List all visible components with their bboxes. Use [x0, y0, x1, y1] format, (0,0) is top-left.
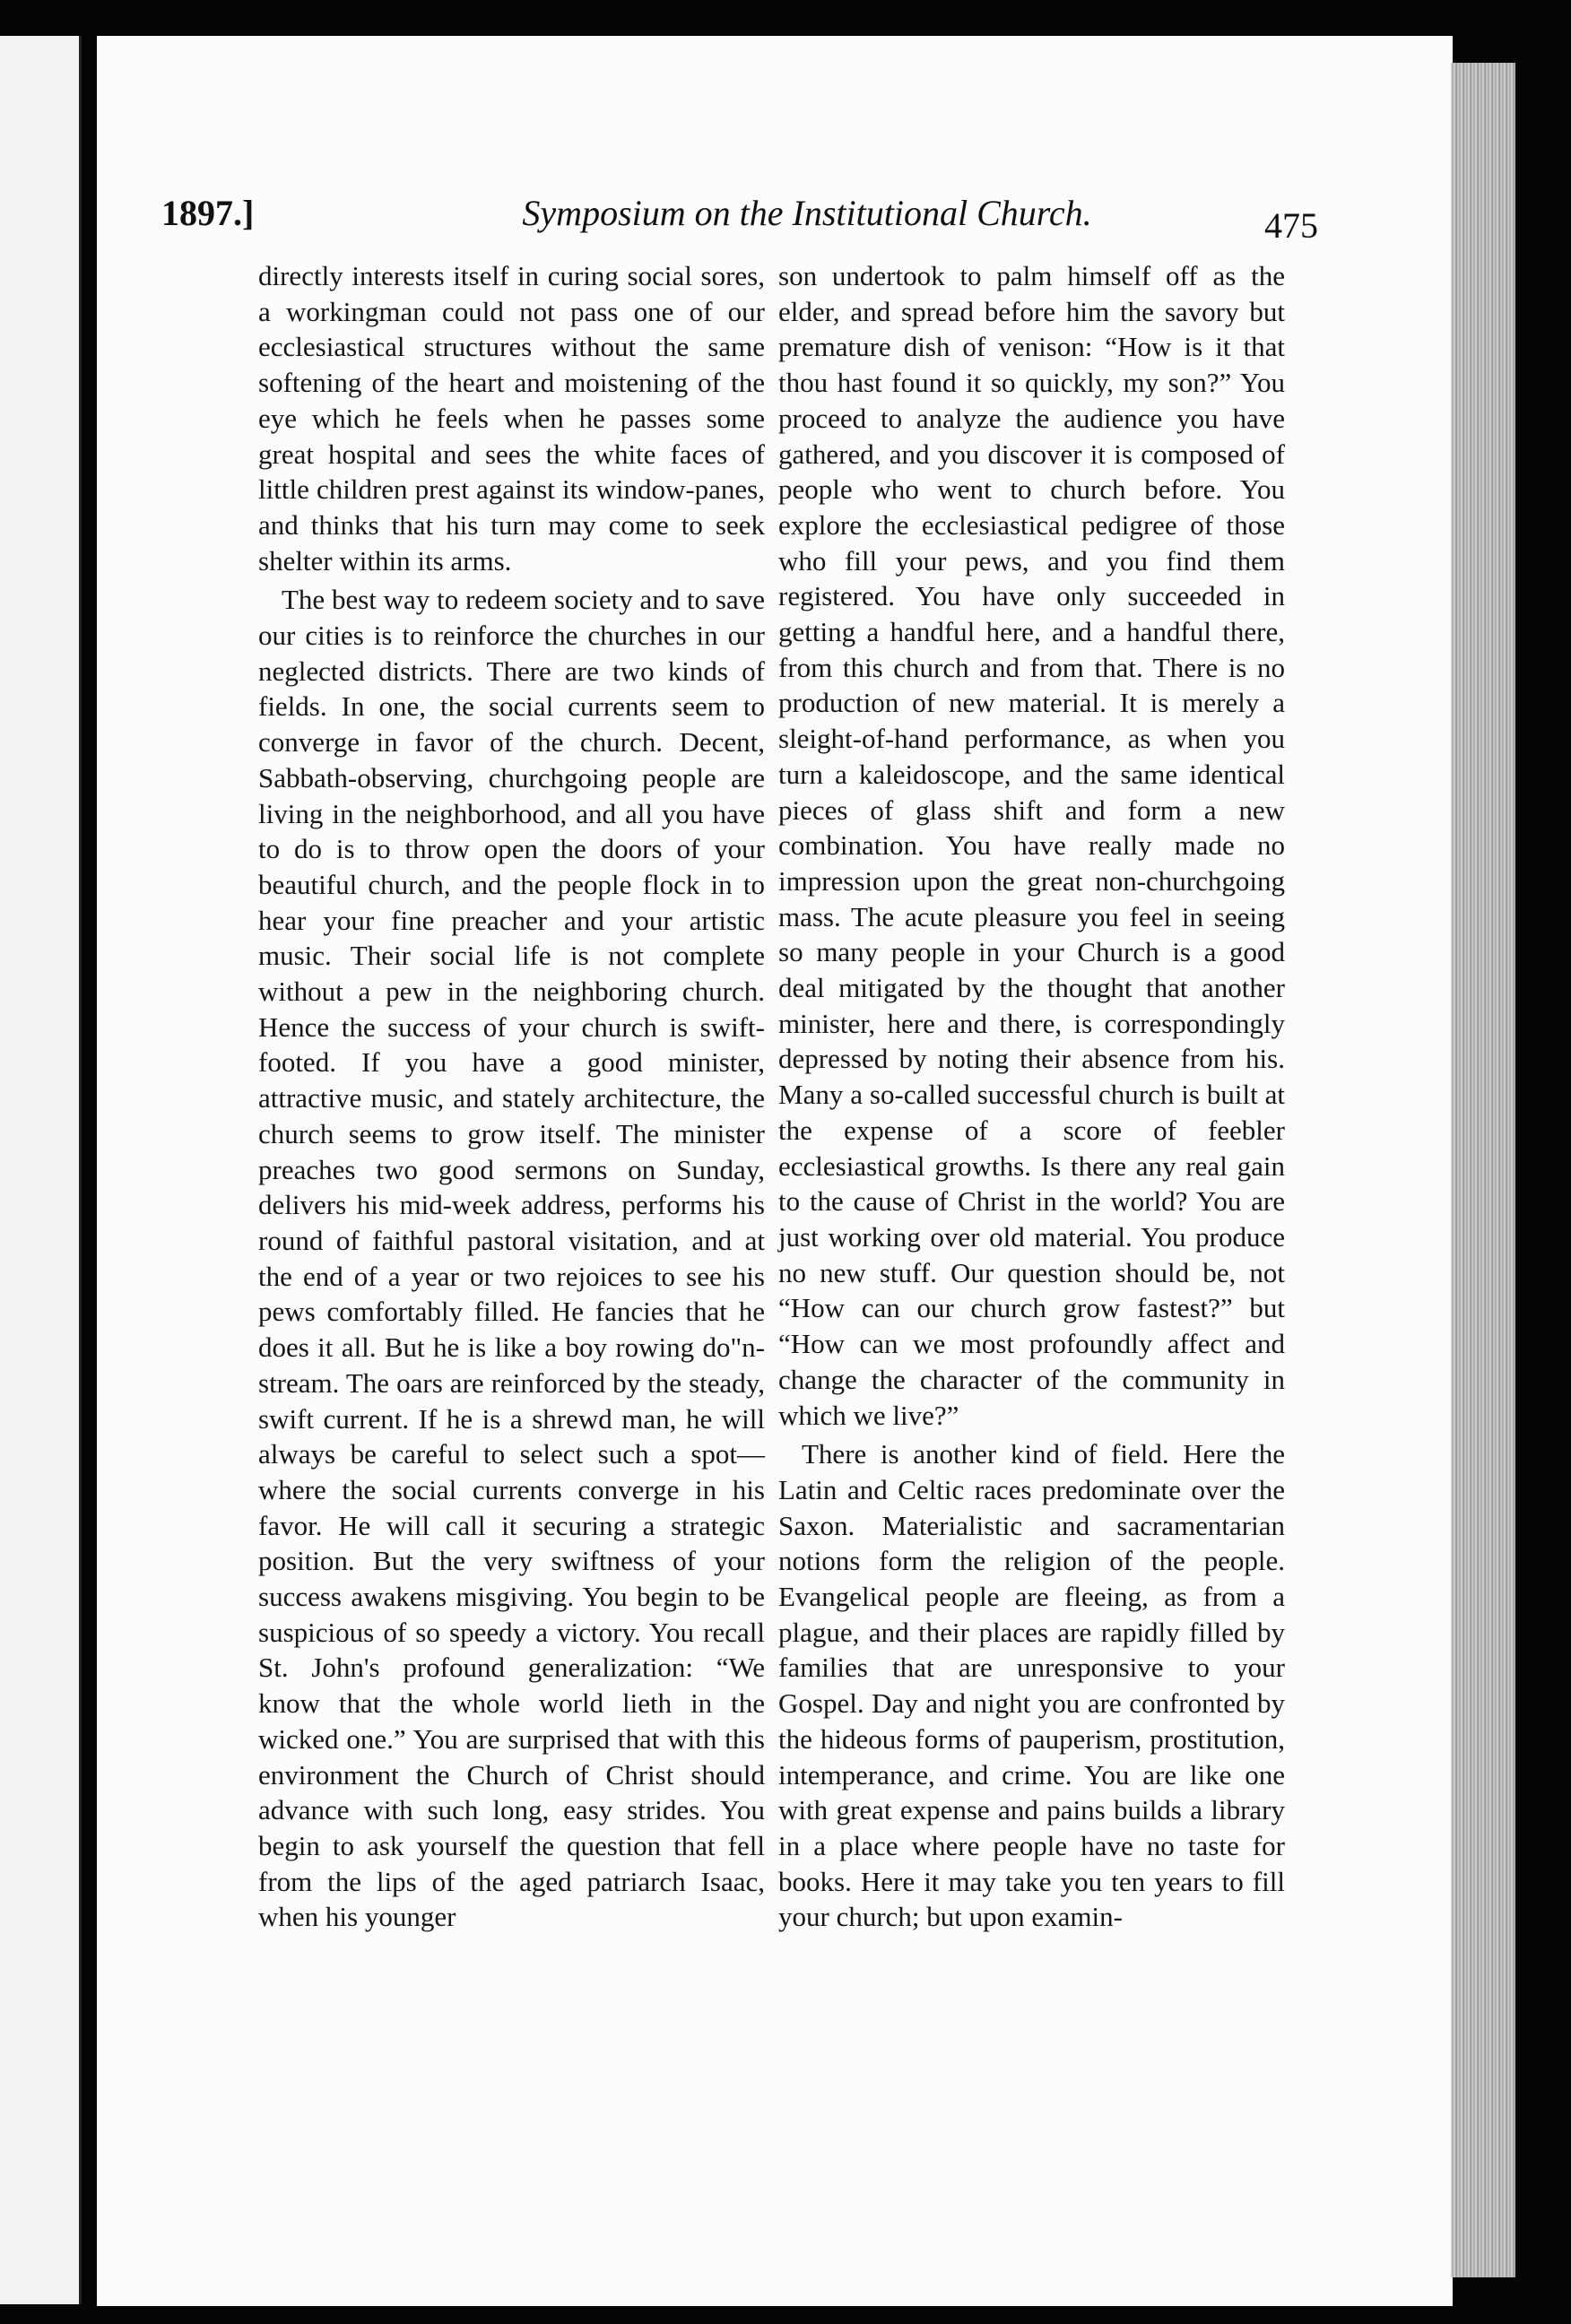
right-paragraph-2: There is another kind of field. Here the Latin and Celtic races predominate over the Saxon. Materialistic and sacramentarian notions form the religion of the people. Evangelical people are fleeing, as from a plague, and their places are rapidly filled by families that are unresponsive to your Gospel. Day and night you are confronted by the hideous forms of pauperism, prostitution, intemperance, and crime. You are like one with great expense and pains builds a library in a place where people have no taste for books. Here it may take you ten years to fill your church; but upon examin- — [778, 1438, 1285, 1933]
page-stack-edge — [1451, 63, 1515, 2277]
left-paragraph-2: The best way to redeem society and to save our cities is to reinforce the churches in our neglected districts. There are two kinds of fields. In one, the social currents seem to converge in favor of the church. Decent, Sabbath-observing, churchgoing people are living in the neighborhood, and all you have to do is to throw open the doors of your beautiful church, and the people flock in to hear your fine preacher and your artistic music. Their social life is not complete without a pew in the neighboring church. Hence the success of your church is swift-footed. If you have a good minister, attractive music, and stately architecture, the church seems to grow itself. The minister preaches two good sermons on Sunday, delivers his mid-week address, performs his round of faithful pastoral visitation, and at the end of a year or two rejoices to see his pews comfortably filled. He fancies that he does it all. But he is like a boy rowing do"n-stream. The oars are reinforced by the steady, swift current. If he is a shrewd man, he will always be careful to select such a spot—where the social currents converge in his favor. He will call it securing a strategic position. But the very swiftness of your success awakens misgiving. You begin to be suspicious of so speedy a victory. You recall St. John's profound generalization: “We know that the whole world lieth in the wicked one.” You are surprised that with this environment the Church of Christ should advance with such long, easy strides. You begin to ask yourself the question that fell from the lips of the aged patriarch Isaac, when his younger — [258, 584, 765, 1933]
left-text-column — [258, 258, 765, 1935]
right-text-column — [778, 258, 1285, 1935]
previous-page-edge — [0, 36, 82, 2304]
running-head — [161, 179, 1318, 251]
running-head-year: 1897.] — [161, 193, 255, 233]
right-paragraph-1: son undertook to palm himself off as the elder, and spread before him the savory but premature dish of venison: “How is it that thou hast found it so quickly, my son?” You proceed to analyze the audience you have gathered, and you discover it is composed of people who went to church before. You explore the ecclesiastical pedigree of those who fill your pews, and you find them registered. You have only succeeded in getting a handful here, and a handful there, from this church and from that. There is no production of new material. It is merely a sleight-of-hand performance, as when you turn a kaleidoscope, and the same identical pieces of glass shift and form a new combination. You have really made no impression upon the great non-churchgoing mass. The acute pleasure you feel in seeing so many people in your Church is a good deal mitigated by the thought that another minister, here and there, is correspondingly depressed by noting their absence from his. Many a so-called successful church is built at the expense of a score of feebler ecclesiastical growths. Is there any real gain to the cause of Christ in the world? You are just working over old material. You produce no new stuff. Our question should be, not “How can our church grow fastest?” but “How can we most profoundly affect and change the character of the community in which we live?” — [778, 260, 1285, 1431]
left-paragraph-1: directly interests itself in curing social sores, a workingman could not pass one of our ecclesiastical structures without the same softening of the heart and moistening of the eye which he feels when he passes some great hospital and sees the white faces of little children prest against its window-panes, and thinks that his turn may come to seek shelter within its arms. — [258, 260, 765, 577]
page-number: 475 — [1264, 205, 1318, 246]
running-head-title: Symposium on the Institutional Church. — [522, 193, 1092, 233]
